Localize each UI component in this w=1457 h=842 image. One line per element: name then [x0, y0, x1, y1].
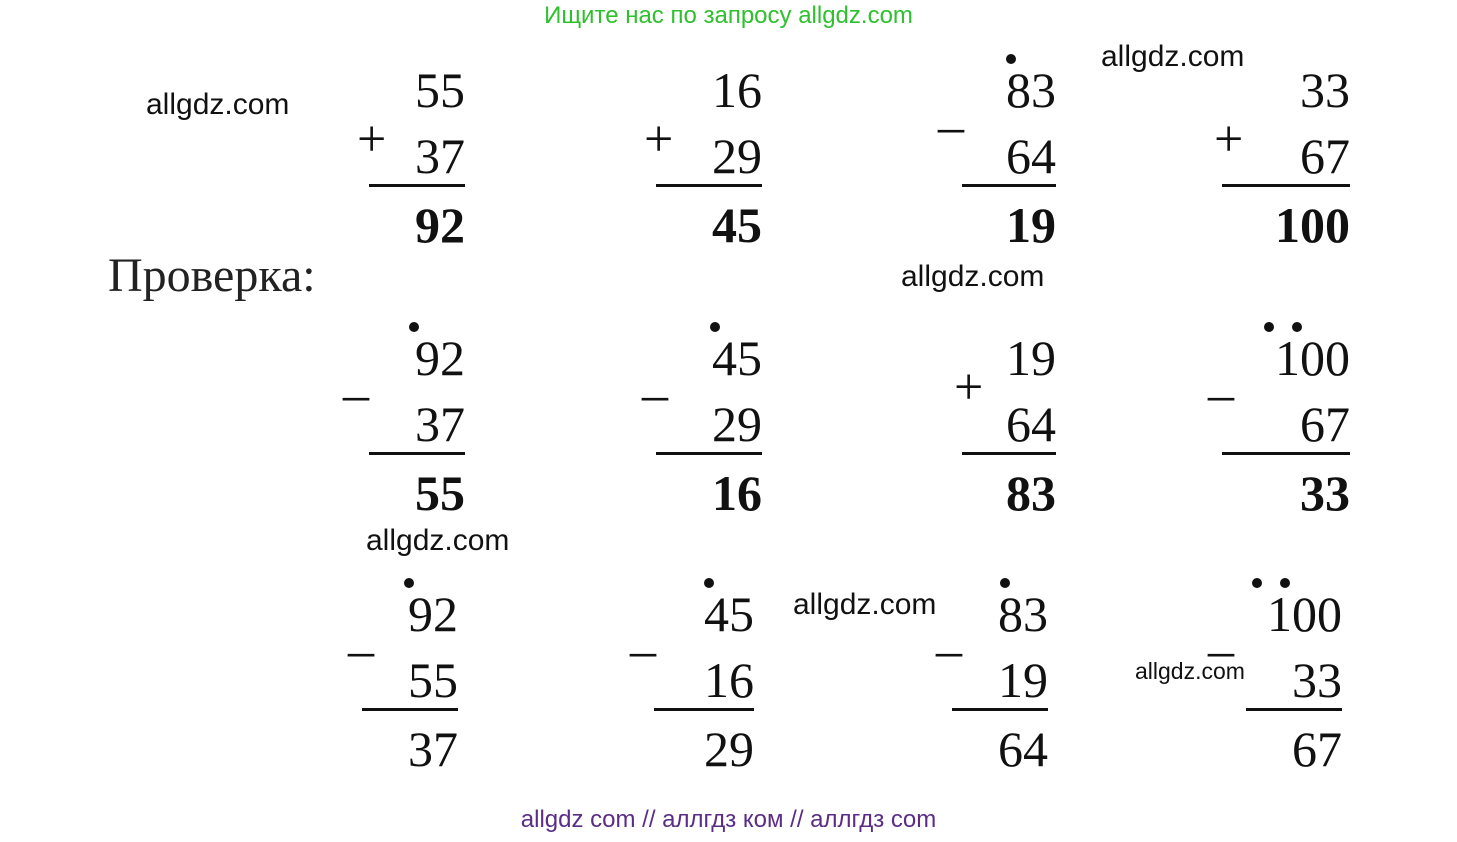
result: 64	[998, 721, 1048, 777]
minuend: 100	[1275, 330, 1350, 386]
subtrahend: 67	[1300, 128, 1350, 184]
column-subtraction	[926, 60, 1056, 260]
result: 83	[1006, 465, 1056, 521]
minuend: 45	[704, 586, 754, 642]
watermark: allgdz.com	[1135, 658, 1245, 684]
top-banner[interactable]: Ищите нас по запросу allgdz.com	[544, 2, 913, 29]
minuend: 100	[1267, 586, 1342, 642]
column-addition	[926, 328, 1056, 528]
plus-sign: +	[1214, 111, 1244, 168]
result: 45	[712, 197, 762, 253]
result-line	[952, 708, 1048, 711]
column-subtraction	[1208, 584, 1342, 784]
result: 33	[1300, 465, 1350, 521]
minus-sign: _	[1208, 349, 1234, 406]
result-line	[369, 452, 465, 455]
subtrahend: 64	[1006, 128, 1056, 184]
result: 29	[704, 721, 754, 777]
column-subtraction	[328, 584, 458, 784]
borrow-dot	[1264, 322, 1274, 332]
column-addition	[1214, 60, 1350, 260]
check-heading: Проверка:	[108, 249, 316, 302]
minuend: 55	[415, 62, 465, 118]
subtrahend: 64	[1006, 396, 1056, 452]
column-addition	[335, 60, 465, 260]
subtrahend: 37	[415, 128, 465, 184]
result-line	[654, 708, 754, 711]
minus-sign: _	[630, 605, 656, 662]
minuend: 33	[1300, 62, 1350, 118]
minuend: 16	[712, 62, 762, 118]
result-line	[656, 452, 762, 455]
minus-sign: _	[938, 81, 964, 138]
result-line	[1246, 708, 1342, 711]
watermark: allgdz.com	[146, 88, 290, 121]
column-addition	[632, 60, 762, 260]
minus-sign: _	[343, 349, 369, 406]
subtrahend: 67	[1300, 396, 1350, 452]
column-subtraction	[632, 328, 762, 528]
plus-sign: +	[954, 359, 984, 416]
minuend: 83	[998, 586, 1048, 642]
result-line	[1222, 452, 1350, 455]
result-line	[362, 708, 458, 711]
column-subtraction	[624, 584, 754, 784]
column-subtraction	[918, 584, 1048, 784]
minuend: 92	[408, 586, 458, 642]
minus-sign: _	[642, 349, 668, 406]
subtrahend: 55	[408, 652, 458, 708]
subtrahend: 37	[415, 396, 465, 452]
subtrahend: 19	[998, 652, 1048, 708]
result: 67	[1292, 721, 1342, 777]
minus-sign: _	[936, 605, 962, 662]
minus-sign: _	[348, 605, 374, 662]
result-line	[369, 184, 465, 187]
result: 19	[1006, 197, 1056, 253]
footer-caption: allgdz com // аллгдз ком // аллгдз com	[520, 806, 937, 833]
result: 92	[415, 197, 465, 253]
minus-sign: _	[1208, 605, 1234, 662]
watermark: allgdz.com	[366, 524, 510, 557]
result-line	[962, 452, 1056, 455]
result: 55	[415, 465, 465, 521]
watermark: allgdz.com	[1101, 40, 1245, 73]
result-line	[962, 184, 1056, 187]
subtrahend: 33	[1292, 652, 1342, 708]
result: 37	[408, 721, 458, 777]
plus-sign: +	[357, 111, 387, 168]
minuend: 83	[1006, 62, 1056, 118]
column-subtraction	[1208, 328, 1350, 528]
subtrahend: 29	[712, 396, 762, 452]
minuend: 19	[1006, 330, 1056, 386]
column-subtraction	[335, 328, 465, 528]
result-line	[1222, 184, 1350, 187]
minuend: 45	[712, 330, 762, 386]
result-line	[656, 184, 762, 187]
borrow-dot	[1252, 578, 1262, 588]
result: 100	[1275, 197, 1350, 253]
minuend: 92	[415, 330, 465, 386]
subtrahend: 16	[704, 652, 754, 708]
plus-sign: +	[644, 111, 674, 168]
watermark: allgdz.com	[901, 260, 1045, 293]
result: 16	[712, 465, 762, 521]
watermark: allgdz.com	[793, 588, 937, 621]
subtrahend: 29	[712, 128, 762, 184]
